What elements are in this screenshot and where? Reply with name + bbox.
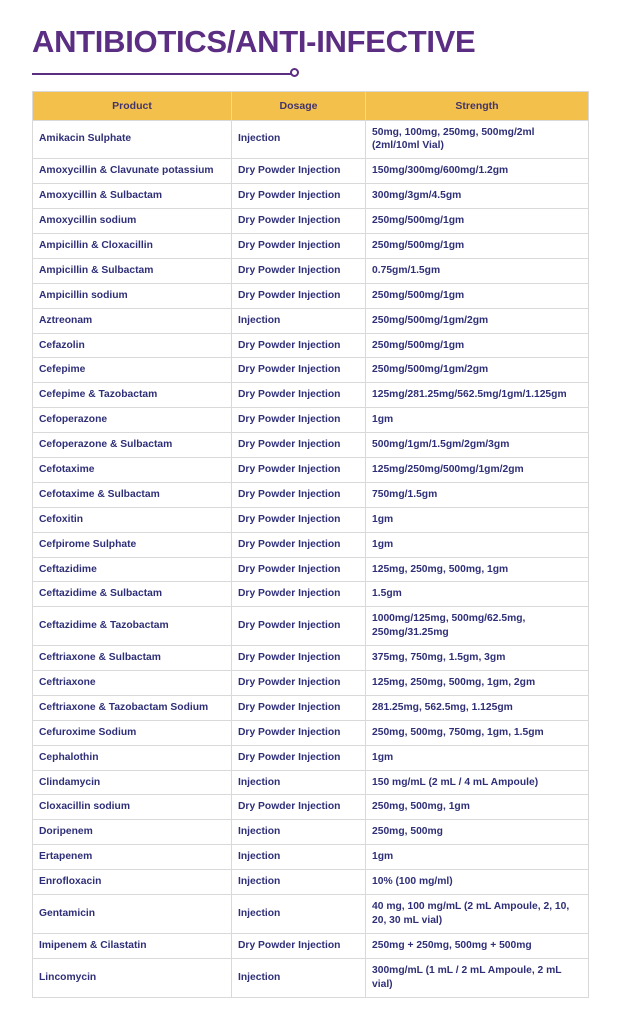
- cell-product: Cefpirome Sulphate: [33, 532, 232, 557]
- cell-strength: 300mg/3gm/4.5gm: [366, 184, 589, 209]
- cell-product: Ceftazidime & Sulbactam: [33, 582, 232, 607]
- cell-product: Cefotaxime & Sulbactam: [33, 482, 232, 507]
- table-row: [33, 845, 589, 870]
- cell-product: Ceftazidime: [33, 557, 232, 582]
- cell-product: Cefepime: [33, 358, 232, 383]
- cell-strength: 1000mg/125mg, 500mg/62.5mg, 250mg/31.25mg: [366, 607, 589, 646]
- cell-dosage: Dry Powder Injection: [232, 607, 366, 646]
- table-row: [33, 383, 589, 408]
- table-row: [33, 958, 589, 997]
- cell-product: Cloxacillin sodium: [33, 795, 232, 820]
- cell-strength: 40 mg, 100 mg/mL (2 mL Ampoule, 2, 10, 20, 30 mL vial): [366, 895, 589, 934]
- cell-product: Cefuroxime Sodium: [33, 720, 232, 745]
- cell-product: Ampicillin & Sulbactam: [33, 258, 232, 283]
- cell-strength: 250mg/500mg/1gm: [366, 209, 589, 234]
- cell-dosage: Dry Powder Injection: [232, 209, 366, 234]
- table-row: [33, 258, 589, 283]
- cell-product: Cefoperazone: [33, 408, 232, 433]
- cell-product: Amoxycillin & Clavunate potassium: [33, 159, 232, 184]
- cell-dosage: Dry Powder Injection: [232, 720, 366, 745]
- cell-dosage: Injection: [232, 308, 366, 333]
- cell-strength: 1gm: [366, 408, 589, 433]
- table-row: [33, 234, 589, 259]
- cell-dosage: Dry Powder Injection: [232, 507, 366, 532]
- cell-strength: 0.75gm/1.5gm: [366, 258, 589, 283]
- table-row: [33, 333, 589, 358]
- cell-dosage: Injection: [232, 958, 366, 997]
- cell-product: Amikacin Sulphate: [33, 120, 232, 159]
- cell-strength: 281.25mg, 562.5mg, 1.125gm: [366, 695, 589, 720]
- table-body: [33, 120, 589, 997]
- cell-product: Ertapenem: [33, 845, 232, 870]
- cell-product: Ceftriaxone & Sulbactam: [33, 646, 232, 671]
- table-row: [33, 820, 589, 845]
- cell-dosage: Injection: [232, 120, 366, 159]
- cell-strength: 1gm: [366, 532, 589, 557]
- table-row: [33, 646, 589, 671]
- table-row: [33, 933, 589, 958]
- cell-strength: 300mg/mL (1 mL / 2 mL Ampoule, 2 mL vial): [366, 958, 589, 997]
- table-row: [33, 159, 589, 184]
- table-row: [33, 720, 589, 745]
- table-row: [33, 209, 589, 234]
- cell-strength: 125mg, 250mg, 500mg, 1gm: [366, 557, 589, 582]
- cell-product: Ampicillin & Cloxacillin: [33, 234, 232, 259]
- cell-product: Ceftriaxone: [33, 671, 232, 696]
- cell-dosage: Dry Powder Injection: [232, 582, 366, 607]
- cell-dosage: Dry Powder Injection: [232, 458, 366, 483]
- cell-strength: 50mg, 100mg, 250mg, 500mg/2ml (2ml/10ml Vial): [366, 120, 589, 159]
- cell-product: Lincomycin: [33, 958, 232, 997]
- cell-strength: 500mg/1gm/1.5gm/2gm/3gm: [366, 433, 589, 458]
- table-row: [33, 671, 589, 696]
- cell-dosage: Dry Powder Injection: [232, 795, 366, 820]
- cell-product: Aztreonam: [33, 308, 232, 333]
- cell-strength: 250mg/500mg/1gm: [366, 234, 589, 259]
- cell-strength: 125mg/250mg/500mg/1gm/2gm: [366, 458, 589, 483]
- cell-product: Ceftazidime & Tazobactam: [33, 607, 232, 646]
- cell-dosage: Dry Powder Injection: [232, 433, 366, 458]
- cell-product: Cefepime & Tazobactam: [33, 383, 232, 408]
- table-row: [33, 895, 589, 934]
- table-row: [33, 870, 589, 895]
- table-row: [33, 507, 589, 532]
- cell-product: Clindamycin: [33, 770, 232, 795]
- table-row: [33, 532, 589, 557]
- cell-dosage: Injection: [232, 895, 366, 934]
- cell-dosage: Dry Powder Injection: [232, 333, 366, 358]
- cell-dosage: Injection: [232, 870, 366, 895]
- table-row: [33, 482, 589, 507]
- table-row: [33, 120, 589, 159]
- column-header-product: Product: [33, 91, 232, 120]
- cell-dosage: Dry Powder Injection: [232, 671, 366, 696]
- cell-dosage: Dry Powder Injection: [232, 695, 366, 720]
- cell-strength: 1.5gm: [366, 582, 589, 607]
- cell-strength: 250mg + 250mg, 500mg + 500mg: [366, 933, 589, 958]
- cell-dosage: Dry Powder Injection: [232, 234, 366, 259]
- cell-dosage: Dry Powder Injection: [232, 745, 366, 770]
- cell-product: Cefotaxime: [33, 458, 232, 483]
- cell-product: Cefoperazone & Sulbactam: [33, 433, 232, 458]
- title-divider: [32, 67, 590, 81]
- cell-dosage: Dry Powder Injection: [232, 383, 366, 408]
- cell-dosage: Dry Powder Injection: [232, 933, 366, 958]
- cell-strength: 250mg/500mg/1gm/2gm: [366, 358, 589, 383]
- table-row: [33, 607, 589, 646]
- table-row: [33, 358, 589, 383]
- cell-dosage: Dry Powder Injection: [232, 532, 366, 557]
- table-row: [33, 458, 589, 483]
- cell-strength: 250mg/500mg/1gm: [366, 333, 589, 358]
- table-header-row: [33, 91, 589, 120]
- cell-product: Gentamicin: [33, 895, 232, 934]
- cell-dosage: Dry Powder Injection: [232, 184, 366, 209]
- cell-strength: 250mg, 500mg: [366, 820, 589, 845]
- cell-dosage: Dry Powder Injection: [232, 159, 366, 184]
- table-row: [33, 770, 589, 795]
- table-row: [33, 695, 589, 720]
- cell-strength: 1gm: [366, 745, 589, 770]
- table-row: [33, 433, 589, 458]
- table-row: [33, 795, 589, 820]
- cell-dosage: Dry Powder Injection: [232, 283, 366, 308]
- cell-strength: 125mg/281.25mg/562.5mg/1gm/1.125gm: [366, 383, 589, 408]
- table-row: [33, 308, 589, 333]
- cell-dosage: Dry Powder Injection: [232, 557, 366, 582]
- cell-dosage: Injection: [232, 770, 366, 795]
- product-table: [32, 91, 589, 998]
- cell-strength: 150 mg/mL (2 mL / 4 mL Ampoule): [366, 770, 589, 795]
- cell-dosage: Dry Powder Injection: [232, 408, 366, 433]
- cell-dosage: Injection: [232, 820, 366, 845]
- cell-product: Amoxycillin sodium: [33, 209, 232, 234]
- cell-strength: 10% (100 mg/ml): [366, 870, 589, 895]
- cell-product: Ampicillin sodium: [33, 283, 232, 308]
- table-row: [33, 184, 589, 209]
- cell-dosage: Dry Powder Injection: [232, 358, 366, 383]
- cell-strength: 375mg, 750mg, 1.5gm, 3gm: [366, 646, 589, 671]
- cell-dosage: Dry Powder Injection: [232, 646, 366, 671]
- cell-product: Cefoxitin: [33, 507, 232, 532]
- column-header-strength: Strength: [366, 91, 589, 120]
- cell-dosage: Dry Powder Injection: [232, 258, 366, 283]
- divider-dot-icon: [290, 68, 299, 77]
- table-row: [33, 745, 589, 770]
- cell-product: Imipenem & Cilastatin: [33, 933, 232, 958]
- cell-strength: 250mg/500mg/1gm: [366, 283, 589, 308]
- cell-strength: 750mg/1.5gm: [366, 482, 589, 507]
- table-row: [33, 283, 589, 308]
- table-row: [33, 582, 589, 607]
- divider-line: [32, 73, 294, 75]
- cell-dosage: Dry Powder Injection: [232, 482, 366, 507]
- cell-strength: 1gm: [366, 507, 589, 532]
- table-row: [33, 408, 589, 433]
- cell-product: Amoxycillin & Sulbactam: [33, 184, 232, 209]
- cell-strength: 1gm: [366, 845, 589, 870]
- cell-strength: 125mg, 250mg, 500mg, 1gm, 2gm: [366, 671, 589, 696]
- cell-strength: 150mg/300mg/600mg/1.2gm: [366, 159, 589, 184]
- cell-product: Cefazolin: [33, 333, 232, 358]
- page-title: ANTIBIOTICS/ANTI-INFECTIVE: [32, 24, 476, 59]
- cell-dosage: Injection: [232, 845, 366, 870]
- cell-strength: 250mg, 500mg, 1gm: [366, 795, 589, 820]
- table-row: [33, 557, 589, 582]
- cell-product: Doripenem: [33, 820, 232, 845]
- cell-product: Cephalothin: [33, 745, 232, 770]
- cell-strength: 250mg/500mg/1gm/2gm: [366, 308, 589, 333]
- cell-strength: 250mg, 500mg, 750mg, 1gm, 1.5gm: [366, 720, 589, 745]
- cell-product: Ceftriaxone & Tazobactam Sodium: [33, 695, 232, 720]
- cell-product: Enrofloxacin: [33, 870, 232, 895]
- column-header-dosage: Dosage: [232, 91, 366, 120]
